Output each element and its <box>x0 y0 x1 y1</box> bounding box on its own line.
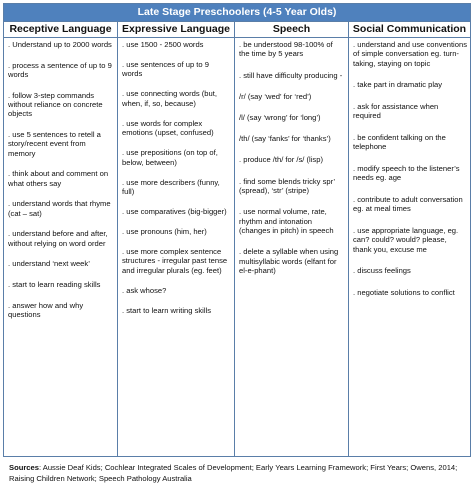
milestones-table <box>3 3 471 457</box>
list-item: . understand words that rhyme (cat – sat) <box>8 199 111 218</box>
list-item: . follow 3-step commands without reliance on concrete objects <box>8 90 103 119</box>
list-item: . use words for complex emotions (upset, confused) <box>122 118 214 138</box>
list-item: . take part in dramatic play <box>353 80 443 90</box>
list-item: . use normal volume, rate, rhythm and intonation (changes in pitch) in speech <box>239 207 334 236</box>
sources-text: : Aussie Deaf Kids; Cochlear Integrated Scales of Development; Early Years Learning Framework; First Years; Owens, 2014; Raising Children Network; Speech Pathology Australia <box>9 463 458 483</box>
list-item: . understand ‘next week’ <box>8 259 90 269</box>
list-item: . use 5 sentences to retell a story/recent event from memory <box>8 130 101 158</box>
list-item: . discuss feelings <box>353 266 411 276</box>
list-item: . use appropriate language, eg. can? could? would? please, thank you, excuse me <box>353 226 459 254</box>
list-item: . use prepositions (on top of, below, between) <box>122 148 218 167</box>
expressive-language-column <box>118 38 235 457</box>
list-item: . find some blends tricky spr’ (spread), ‘str’ (stripe) <box>239 176 335 196</box>
list-item: . use more describers (funny, full) <box>122 177 220 197</box>
social-communication-column <box>349 38 471 457</box>
sources-label: Sources <box>9 463 39 472</box>
list-item: . use sentences of up to 9 words <box>122 60 209 79</box>
list-item: . understand and use conventions of simple conversation eg. turn-taking, staying on topic <box>353 40 467 68</box>
list-item: . delete a syllable when using multisyllabic words (elfant for el-e-phant) <box>239 247 339 276</box>
list-item: . use comparatives (big-bigger) <box>122 207 227 217</box>
list-item: . start to learn writing skills <box>122 305 212 315</box>
header-speech: Speech <box>235 22 349 38</box>
header-expressive-language: Expressive Language <box>118 22 235 38</box>
list-item: . think about and comment on what others say <box>8 169 109 188</box>
list-item: . use connecting words (but, when, if, so, because) <box>122 89 217 108</box>
list-item: . still have difficulty producing - <box>239 70 343 80</box>
list-item: . process a sentence of up to 9 words <box>8 60 112 79</box>
list-item: . Understand up to 2000 words <box>8 40 112 49</box>
list-item: . negotiate solutions to conflict <box>353 288 455 297</box>
chart-wrapper <box>3 3 470 484</box>
speech-column <box>235 38 349 457</box>
list-item: . start to learn reading skills <box>8 280 101 289</box>
table-title: Late Stage Preschoolers (4-5 Year Olds) <box>4 4 471 22</box>
list-item: . use pronouns (him, her) <box>122 227 207 237</box>
list-item: . use 1500 - 2500 words <box>122 40 204 49</box>
sources-footnote <box>3 457 470 484</box>
list-item: . understand before and after, without relying on word order <box>8 229 108 248</box>
list-item: . modify speech to the listener’s needs eg. age <box>353 164 460 183</box>
list-item: . ask for assistance when required <box>353 102 439 121</box>
list-item: . answer how and why questions <box>8 300 84 319</box>
list-item: . be understood 98-100% of the time by 5 years <box>239 40 333 59</box>
list-item: /l/ (say ‘wrong’ for ‘long’) <box>239 113 321 123</box>
header-receptive-language: Receptive Language <box>4 22 118 38</box>
list-item: . be confident talking on the telephone <box>353 133 446 152</box>
list-item: . use more complex sentence structures - irregular past tense and irregular plurals (eg. feet) <box>122 247 228 275</box>
list-item: . ask whose? <box>122 285 167 295</box>
list-item: . produce /th/ for /s/ (lisp) <box>239 155 323 165</box>
list-item: /r/ (say ‘wed’ for ‘red’) <box>239 91 312 101</box>
list-item: /th/ (say ‘fanks’ for ‘thanks’) <box>239 134 331 144</box>
header-social-communication: Social Communication <box>349 22 471 38</box>
list-item: . contribute to adult conversation eg. at meal times <box>353 195 463 214</box>
receptive-language-column <box>4 38 118 457</box>
